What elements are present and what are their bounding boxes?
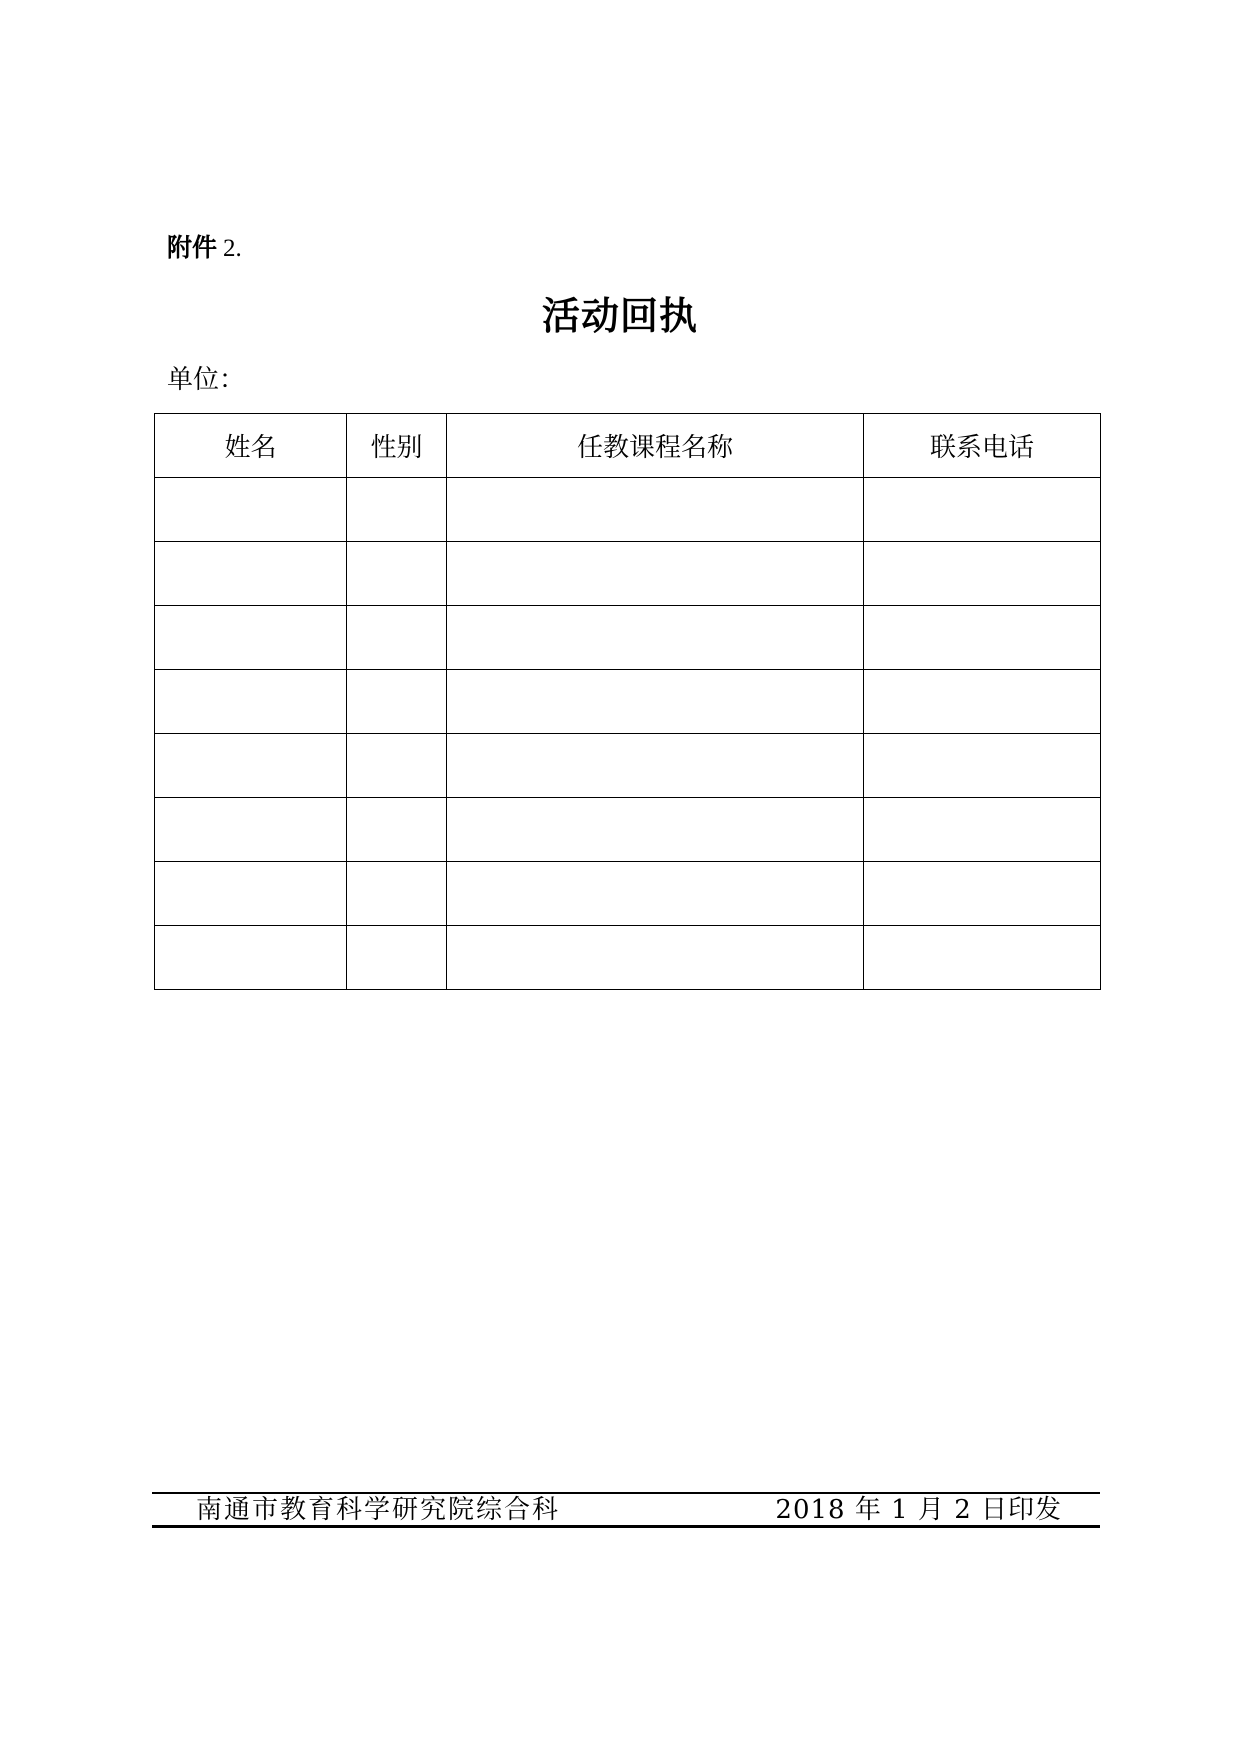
name-cell[interactable] bbox=[155, 478, 347, 542]
phone-cell[interactable] bbox=[864, 798, 1101, 862]
gender-cell[interactable] bbox=[347, 798, 447, 862]
phone-cell[interactable] bbox=[864, 734, 1101, 798]
attachment-label: 附件 bbox=[167, 233, 218, 262]
gender-cell[interactable] bbox=[347, 478, 447, 542]
header-gender: 性别 bbox=[347, 414, 447, 478]
header-course: 任教课程名称 bbox=[447, 414, 864, 478]
name-cell[interactable] bbox=[155, 862, 347, 926]
header-phone: 联系电话 bbox=[864, 414, 1101, 478]
gender-cell[interactable] bbox=[347, 862, 447, 926]
course-cell[interactable] bbox=[447, 670, 864, 734]
page-title: 活动回执 bbox=[541, 294, 698, 338]
phone-cell[interactable] bbox=[864, 862, 1101, 926]
attachment-number: 2. bbox=[223, 235, 242, 262]
course-cell[interactable] bbox=[447, 926, 864, 990]
course-cell[interactable] bbox=[447, 542, 864, 606]
course-cell[interactable] bbox=[447, 862, 864, 926]
footer-issuer: 南通市教育科学研究院综合科 bbox=[196, 1495, 561, 1525]
gender-cell[interactable] bbox=[347, 734, 447, 798]
name-cell[interactable] bbox=[155, 670, 347, 734]
name-cell[interactable] bbox=[155, 606, 347, 670]
footer-issue-date: 2018 年 1 月 2 日印发 bbox=[775, 1495, 1062, 1525]
table-row bbox=[155, 542, 1101, 606]
name-cell[interactable] bbox=[155, 542, 347, 606]
gender-cell[interactable] bbox=[347, 606, 447, 670]
course-cell[interactable] bbox=[447, 606, 864, 670]
table-row bbox=[155, 862, 1101, 926]
receipt-table bbox=[154, 413, 1101, 990]
table-body bbox=[155, 478, 1101, 990]
table-row bbox=[155, 606, 1101, 670]
gender-cell[interactable] bbox=[347, 926, 447, 990]
footer-bar bbox=[152, 1492, 1100, 1528]
gender-cell[interactable] bbox=[347, 542, 447, 606]
table-row bbox=[155, 478, 1101, 542]
table-row bbox=[155, 670, 1101, 734]
phone-cell[interactable] bbox=[864, 606, 1101, 670]
attachment-heading bbox=[167, 232, 242, 265]
course-cell[interactable] bbox=[447, 798, 864, 862]
table-row bbox=[155, 798, 1101, 862]
header-name: 姓名 bbox=[155, 414, 347, 478]
phone-cell[interactable] bbox=[864, 478, 1101, 542]
table-row bbox=[155, 734, 1101, 798]
phone-cell[interactable] bbox=[864, 670, 1101, 734]
course-cell[interactable] bbox=[447, 734, 864, 798]
table-header-row bbox=[155, 414, 1101, 478]
name-cell[interactable] bbox=[155, 798, 347, 862]
name-cell[interactable] bbox=[155, 734, 347, 798]
phone-cell[interactable] bbox=[864, 542, 1101, 606]
unit-label: 单位： bbox=[167, 365, 246, 395]
phone-cell[interactable] bbox=[864, 926, 1101, 990]
gender-cell[interactable] bbox=[347, 670, 447, 734]
name-cell[interactable] bbox=[155, 926, 347, 990]
table-row bbox=[155, 926, 1101, 990]
course-cell[interactable] bbox=[447, 478, 864, 542]
